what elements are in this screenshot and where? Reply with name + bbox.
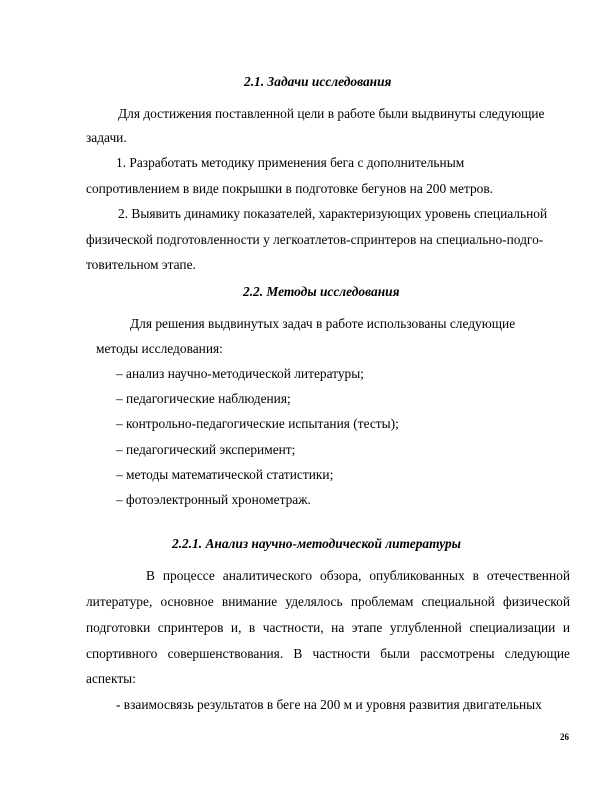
task-2-line: товительном этапе.: [86, 257, 196, 272]
method-item: – контрольно-педагогические испытания (тесты);: [116, 416, 399, 431]
method-item: – педагогические наблюдения;: [116, 391, 291, 406]
method-item: – анализ научно-методической литературы;: [116, 366, 364, 381]
method-item: – педагогический эксперимент;: [116, 442, 296, 457]
heading-2-1: 2.1. Задачи исследования: [244, 74, 392, 89]
page-number: 26: [560, 732, 569, 742]
method-item: – фотоэлектронный хронометраж.: [116, 492, 311, 507]
heading-2-2: 2.2. Методы исследования: [243, 284, 400, 299]
paragraph-line: - взаимосвязь результатов в беге на 200 м и уровня развития двигательных: [116, 697, 542, 712]
paragraph-line: методы исследования:: [96, 341, 223, 356]
paragraph-line: аспекты:: [86, 671, 136, 686]
method-item: – методы математической статистики;: [116, 467, 334, 482]
task-1-line: сопротивлением в виде покрышки в подготовке бегунов на 200 метров.: [86, 181, 494, 196]
heading-2-2-1: 2.2.1. Анализ научно-методической литературы: [172, 536, 461, 551]
paragraph-line: спортивного совершенствования. В частности были рассмотрены следующие: [86, 646, 570, 661]
task-2-line: 2. Выявить динамику показателей, характеризующих уровень специальной: [118, 206, 548, 221]
paragraph-line: подготовки спринтеров и, в частности, на этапе углубленной специализации и: [86, 620, 570, 635]
paragraph-line: литературе, основное внимание уделялось проблемам специальной физической: [86, 594, 570, 609]
paragraph-line: Для решения выдвинутых задач в работе использованы следующие: [130, 316, 516, 331]
paragraph-line: В процессе аналитического обзора, опубликованных в отечественной: [146, 568, 570, 583]
paragraph-line: Для достижения поставленной цели в работе были выдвинуты следующие: [118, 106, 545, 121]
paragraph-line: задачи.: [86, 130, 127, 145]
task-1-line: 1. Разработать методику применения бега с дополнительным: [116, 155, 465, 170]
task-2-line: физической подготовленности у легкоатлетов-спринтеров на специально-подго-: [86, 232, 544, 247]
